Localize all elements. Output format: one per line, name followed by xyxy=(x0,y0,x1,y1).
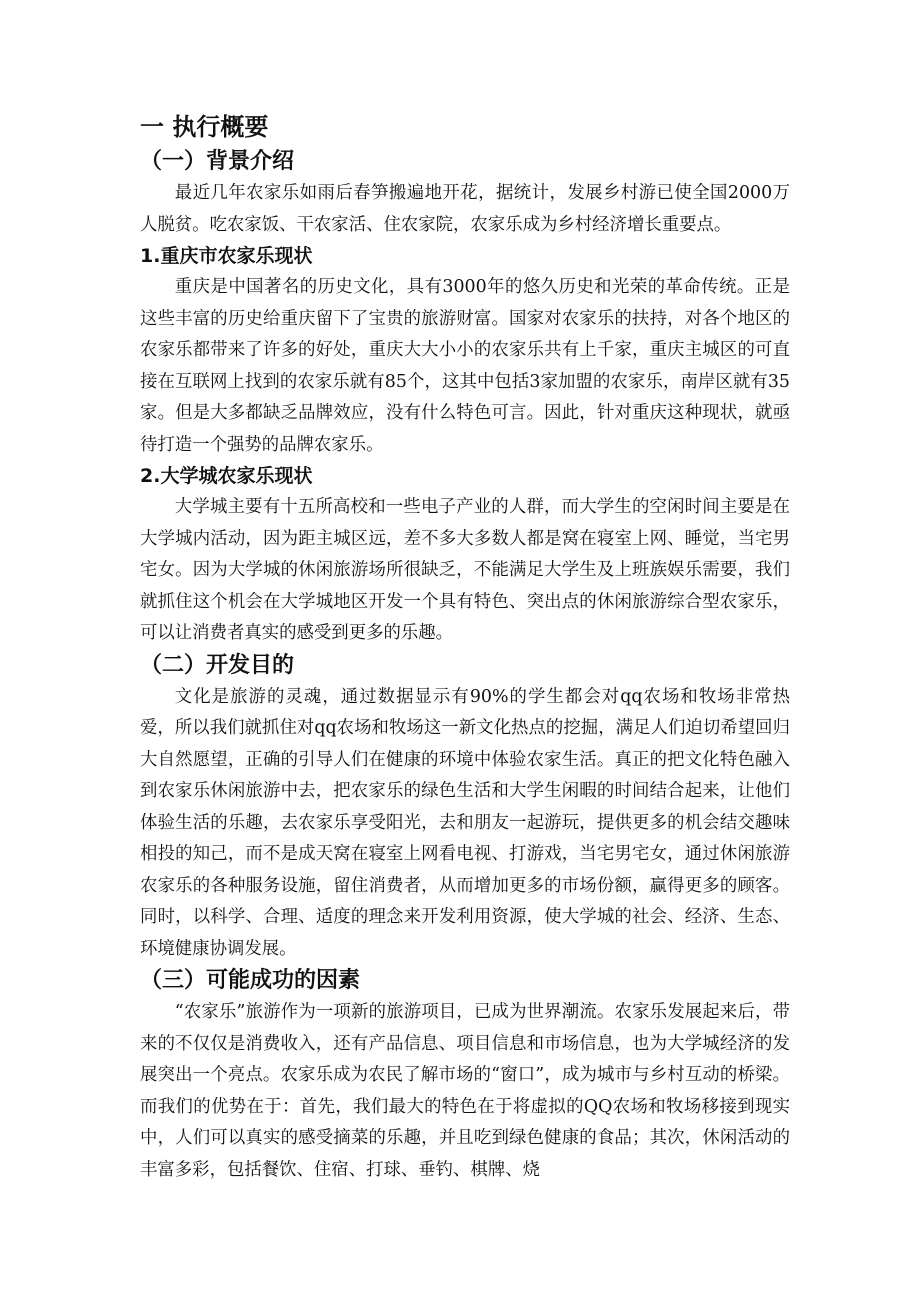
paragraph-chongqing: 重庆是中国著名的历史文化，具有3000年的悠久历史和光荣的革命传统。正是这些丰富的历史给重庆留下了宝贵的旅游财富。国家对农家乐的扶持，对各个地区的农家乐都带来了许多的好处，重庆大大小小的农家乐共有上千家，重庆主城区的可直接在互联网上找到的农家乐就有85个，这其中包括3家加盟的农家乐，南岸区就有35家。但是大多都缺乏品牌效应，没有什么特色可言。因此，针对重庆这种现状，就亟待打造一个强势的品牌农家乐。 xyxy=(140,277,790,455)
paragraph-background: 最近几年农家乐如雨后春笋搬遍地开花，据统计，发展乡村游已使全国2000万人脱贫。吃农家饭、干农家活、住农家院，农家乐成为乡村经济增长重要点。 xyxy=(140,183,790,235)
section-heading-purpose: （二）开发目的 xyxy=(140,652,295,678)
subsection-heading-university-town: 2.大学城农家乐现状 xyxy=(140,465,313,487)
chapter-heading: 一 执行概要 xyxy=(140,113,269,141)
document-body xyxy=(140,108,790,1186)
section-heading-success-factors: （三）可能成功的因素 xyxy=(140,968,361,993)
paragraph-success-factors: “农家乐”旅游作为一项新的旅游项目，已成为世界潮流。农家乐发展起来后，带来的不仅仅是消费收入，还有产品信息、项目信息和市场信息，也为大学城经济的发展突出一个亮点。农家乐成为农民了解市场的“窗口”，成为城市与乡村互动的桥梁。而我们的优势在于：首先，我们最大的特色在于将虚拟的QQ农场和牧场移接到现实中，人们可以真实的感受摘菜的乐趣，并且吃到绿色健康的食品；其次，休闲活动的丰富多彩，包括餐饮、住宿、打球、垂钓、棋牌、烧 xyxy=(140,1002,790,1180)
subsection-heading-chongqing: 1.重庆市农家乐现状 xyxy=(140,245,313,267)
paragraph-university-town: 大学城主要有十五所高校和一些电子产业的人群，而大学生的空闲时间主要是在大学城内活动，因为距主城区远，差不多大多数人都是窝在寝室上网、睡觉，当宅男宅女。因为大学城的休闲旅游场所很缺乏，不能满足大学生及上班族娱乐需要，我们就抓住这个机会在大学城地区开发一个具有特色、突出点的休闲旅游综合型农家乐，可以让消费者真实的感受到更多的乐趣。 xyxy=(140,497,790,643)
section-heading-background: （一）背景介绍 xyxy=(140,149,295,174)
paragraph-purpose: 文化是旅游的灵魂，通过数据显示有90%的学生都会对qq农场和牧场非常热爱，所以我们就抓住对qq农场和牧场这一新文化热点的挖掘，满足人们迫切希望回归大自然愿望，正确的引导人们在健康的环境中体验农家生活。真正的把文化特色融入到农家乐休闲旅游中去，把农家乐的绿色生活和大学生闲暇的时间结合起来，让他们体验生活的乐趣，去农家乐享受阳光，去和朋友一起游玩，提供更多的机会结交趣味相投的知己，而不是成天窝在寝室上网看电视、打游戏，当宅男宅女，通过休闲旅游农家乐的各种服务设施，留住消费者，从而增加更多的市场份额，赢得更多的顾客。同时，以科学、合理、适度的理念来开发利用资源，使大学城的社会、经济、生态、环境健康协调发展。 xyxy=(140,686,790,959)
